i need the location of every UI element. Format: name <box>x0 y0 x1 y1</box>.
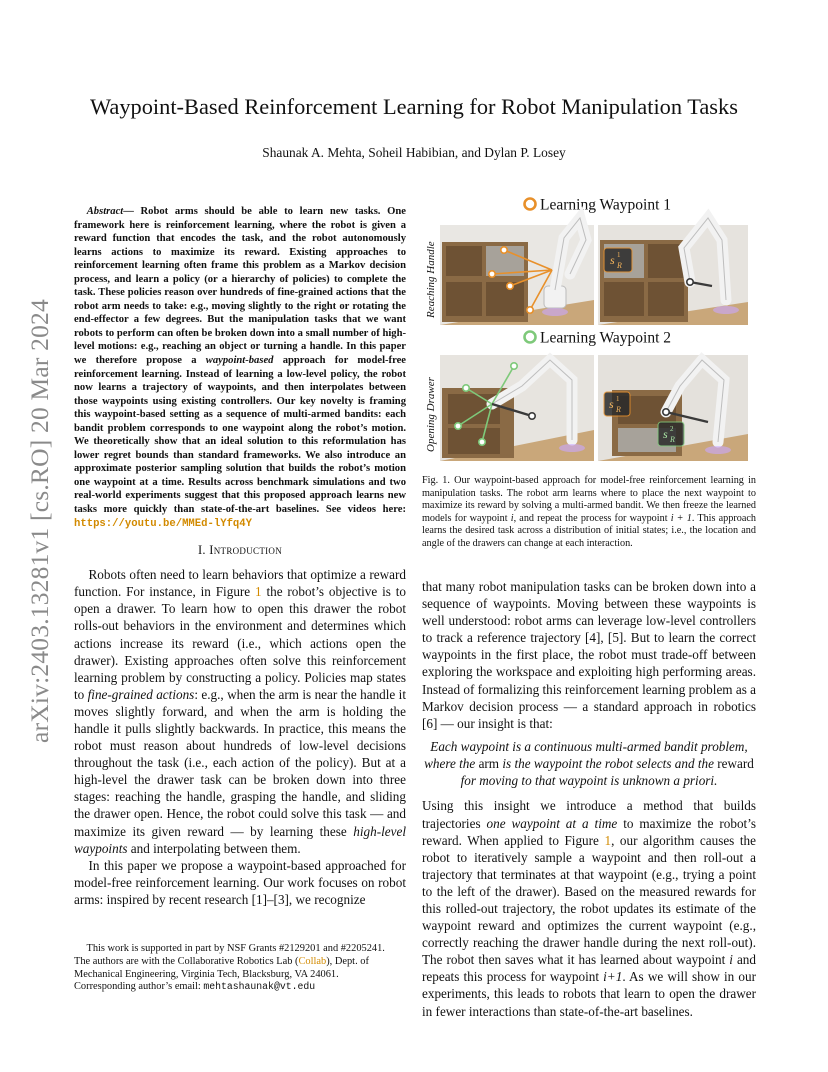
intro-p4-text-c: , our algorithm causes the robot to iteratively sample a waypoint and then roll-out a trajectory that terminates at that waypoint (e.g., trying a point to the left of the drawer). Based on the measured rewards for this rolled-out trajectory, the robot updates its estimate of the waypoint reward and optimizes the current waypoint (e.g., correctly reaching the drawer handle during the next roll-out). The robot then saves what it has learned about waypoint <box>422 832 756 968</box>
abstract <box>74 205 406 531</box>
state-tag-r-bottom-2: R <box>670 435 675 444</box>
state-tag-s-top: s <box>610 253 615 267</box>
intro-p4-emphasis: one waypoint at a time <box>486 815 618 831</box>
intro-p4-text-a: Using this insight we introduce a method that builds trajectories <box>422 798 756 831</box>
state-tag-s-bottom-1: s <box>609 397 614 411</box>
footnote-affiliation-a: The authors are with the Collaborative Robotics Lab ( <box>74 955 299 967</box>
waypoint-1-marker-icon <box>525 199 536 210</box>
video-link[interactable]: https://youtu.be/MMEd-lYfq4Y <box>74 517 253 530</box>
intro-paragraph-2: In this paper we propose a waypoint-based approached for model-free reinforcement learning. Our work focuses on robot arms: inspired by recent research [1]–[3], we recognize <box>74 857 406 907</box>
footnote <box>74 943 406 994</box>
state-tag-s-bottom-2: s <box>663 427 668 441</box>
quote-reward: reward <box>717 756 754 772</box>
figure-1 <box>422 190 758 468</box>
arxiv-stamp <box>22 282 58 760</box>
intro-paragraph-3: that many robot manipulation tasks can be broken down into a sequence of waypoints. Moving between these waypoints is well understood: robot arms can leverage low-level controllers to track a reference trajectory [4], [5]. But to learn the correct waypoints in the first place, the robot must trade-off between exploring the workspace and exploiting high performing areas. Instead of formalizing this reinforcement learning problem as a Markov decision process — a standard approach in robotics [6] — our insight is that: <box>422 579 756 731</box>
left-column <box>74 205 406 908</box>
caption-var-i-plus-1: i + 1 <box>670 512 692 524</box>
figure-1-illustration <box>422 190 758 468</box>
section-heading-introduction: I. Introduction <box>197 543 283 558</box>
intro-p1-text-c: : e.g., when the arm is near the handle it moves slightly forward, and when the arm is holding the handle it pulls slightly backwards. In practice, this means the robot must reason about hundreds of low-level decisions throughout the task (i.e., each action of the policy). But at a high-level the drawer task can be broken down into three stages: reaching the handle, grasping the handle, and sliding the drawer open. Hence, the robot could solve this task — and maximize its given reward — by learning these <box>74 686 406 839</box>
intro-p4-var-i-plus-1: i+1 <box>603 969 623 985</box>
figure-1-caption <box>422 475 756 551</box>
opening-scene-right <box>598 355 748 461</box>
waypoint-2-marker-icon <box>525 332 536 343</box>
opening-scene-left <box>440 355 594 461</box>
reaching-scene-left <box>440 218 594 325</box>
author-list: Shaunak A. Mehta, Soheil Habibian, and Dylan P. Losey <box>262 145 566 160</box>
abstract-text-part2: approach for model-free reinforcement learning. Instead of learning a low-level policy, the robot now learns a trajectory of waypoints, and then interpolates between those waypoints using existing controllers. Our key novelty is framing this waypoint-based setting as a sequence of multi-armed bandits: each bandit problem corresponds to one waypoint along the robot’s motion. We theoretically show that an ideal solution to this reformulation has lower regret bounds than standard frameworks. We also introduce an approximate posterior sampling solution that builds the robot’s motion one waypoint at a time. Results across benchmark simulations and two real-world experiments suggest that this proposed approach learns new tasks more quickly than state-of-the-art baselines. See videos here: <box>74 355 406 516</box>
quote-arm: arm <box>478 756 500 772</box>
intro-paragraph-1 <box>74 566 406 857</box>
collab-link[interactable]: Collab <box>298 955 327 967</box>
state-tag-r-bottom-1: R <box>616 405 621 414</box>
quote-text-a: Each waypoint is a continuous multi-armed bandit problem, where the <box>424 738 748 772</box>
quote-text-c: for moving to that waypoint is unknown a priori. <box>460 773 718 789</box>
state-tag-superscript-bottom-1: 1 <box>616 395 620 403</box>
insight-quote <box>422 738 756 790</box>
right-column <box>422 578 756 1020</box>
caption-text-c: . This approach learns the desired task across a distribution of initial states; i.e., the location and angle of the drawers can change at each interaction. <box>422 512 756 549</box>
caption-var-i: i <box>510 512 514 524</box>
footnote-affiliation-b: ), Dept. of Mechanical Engineering, Virginia Tech, Blacksburg, VA 24061. <box>74 955 369 980</box>
intro-paragraph-4 <box>422 797 756 1019</box>
intro-p4-text-b: to maximize the robot’s reward. When applied to Figure <box>422 815 757 848</box>
intro-p1-emphasis-2: high-level waypoints <box>74 823 406 856</box>
side-label-reaching: Reaching Handle <box>425 241 437 318</box>
state-tag-r-top: R <box>617 261 622 270</box>
state-tag-superscript-bottom-2: 2 <box>670 425 674 433</box>
paper-title: Waypoint-Based Reinforcement Learning for Robot Manipulation Tasks <box>90 94 738 119</box>
footnote-email-label: Corresponding author’s email: <box>74 981 204 993</box>
intro-p4-text-e: . As we will show in our experiments, this leads to robots that learn to open the drawer in fewer interactions than state-of-the-art baselines. <box>422 969 756 1019</box>
intro-p1-text-a: Robots often need to learn behaviors that optimize a reward function. For instance, in Figure <box>74 567 406 600</box>
intro-p1-text-d: and interpolating between them. <box>127 840 301 856</box>
quote-text-b: is the waypoint the robot selects and the <box>499 756 718 772</box>
intro-p4-var-i: i <box>729 952 733 968</box>
figure-reference-link[interactable]: 1 <box>255 584 262 600</box>
abstract-label: Abstract <box>86 206 124 217</box>
reaching-scene-right <box>598 218 748 325</box>
abstract-text-part1: — Robot arms should be able to learn new tasks. One framework here is reinforcement learning, where the robot is given a reward function that encodes the task, and the robot autonomously learns actions to maximize its reward. Existing approaches to reinforcement learning often frame this problem as a Markov decision process, and learn a policy (or a hierarchy of policies) to complete the task. These policies reason over hundreds of fine-grained actions that the robot arm needs to take: e.g., moving slightly to the right or rotating the end-effector a few degrees. But the manipulation tasks that we want robots to perform can often be broken down into a small number of high-level motions: e.g., reaching an object or turning a handle. In this paper we therefore propose a <box>74 206 406 367</box>
abstract-emphasis: waypoint-based <box>205 355 274 367</box>
intro-p1-text-b: the robot’s objective is to open a drawer. To learn how to open this drawer the robot rolls-out behaviors in the environment and determines which actions increase its reward (i.e., which actions open the drawer). Existing approaches often solve this reinforcement learning problem by constructing a policy. Policies map states to <box>74 584 406 702</box>
author-email[interactable]: mehtashaunak@vt.edu <box>203 981 316 993</box>
footnote-funding: This work is supported in part by NSF Grants #2129201 and #2205241. <box>86 943 385 954</box>
state-tag-superscript-top: 1 <box>617 251 621 259</box>
side-label-opening: Opening Drawer <box>425 377 437 452</box>
caption-text-a: Fig. 1. Our waypoint-based approach for model-free reinforcement learning in manipulation tasks. The robot arm learns where to place the next waypoint to maximize its reward by solving a multi-armed bandit. We then freeze the learned models for waypoint <box>422 475 756 524</box>
figure-reference-link-2[interactable]: 1 <box>604 832 612 848</box>
waypoint-2-label: Learning Waypoint 2 <box>540 329 672 347</box>
intro-p4-text-d: and repeats this process for waypoint <box>422 952 756 985</box>
intro-p1-emphasis-1: fine-grained actions <box>87 686 195 702</box>
waypoint-1-label: Learning Waypoint 1 <box>540 196 672 214</box>
arxiv-identifier: arXiv:2403.13281v1 [cs.RO] 20 Mar 2024 <box>25 299 55 743</box>
caption-text-b: , and repeat the process for waypoint <box>513 512 671 524</box>
